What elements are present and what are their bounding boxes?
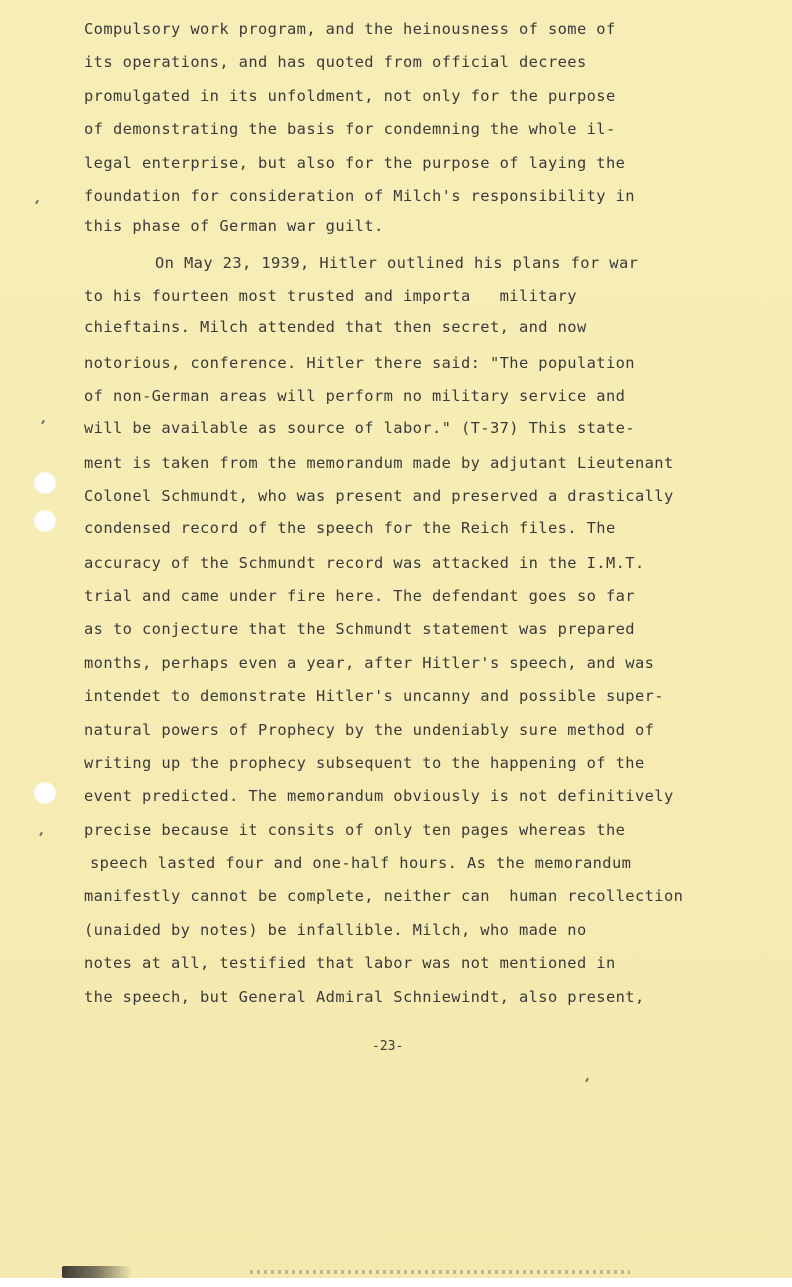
text-line: months, perhaps even a year, after Hitler's speech, and was: [84, 654, 655, 672]
text-line: notorious, conference. Hitler there said: "The population: [84, 354, 635, 372]
text-line: notes at all, testified that labor was not mentioned in: [84, 954, 616, 972]
text-line: natural powers of Prophecy by the undeniably sure method of: [84, 721, 655, 739]
text-line: of demonstrating the basis for condemning the whole il-: [84, 120, 616, 138]
text-line: of non-German areas will perform no military service and: [84, 387, 626, 405]
text-line: chieftains. Milch attended that then secret, and now: [84, 318, 587, 336]
paper-speck: [585, 1078, 589, 1082]
paper-speck: [39, 832, 43, 836]
page-bottom-edge: [0, 1278, 792, 1287]
text-line: On May 23, 1939, Hitler outlined his plans for war: [155, 254, 639, 272]
punch-hole: [34, 472, 56, 494]
text-line: will be available as source of labor." (T-37) This state-: [84, 419, 635, 437]
text-line: ment is taken from the memorandum made by adjutant Lieutenant: [84, 454, 674, 472]
text-line: to his fourteen most trusted and importa military: [84, 287, 577, 305]
text-line: intendet to demonstrate Hitler's uncanny and possible super-: [84, 687, 664, 705]
text-line: the speech, but General Admiral Schniewindt, also present,: [84, 988, 645, 1006]
text-line: as to conjecture that the Schmundt statement was prepared: [84, 620, 635, 638]
text-line: promulgated in its unfoldment, not only for the purpose: [84, 87, 616, 105]
text-line: this phase of German war guilt.: [84, 217, 384, 235]
page-number: -23-: [372, 1039, 404, 1054]
text-line: (unaided by notes) be infallible. Milch, who made no: [84, 921, 587, 939]
text-line: condensed record of the speech for the Reich files. The: [84, 519, 616, 537]
punch-hole: [34, 782, 56, 804]
text-line: foundation for consideration of Milch's responsibility in: [84, 187, 635, 205]
text-line: Compulsory work program, and the heinousness of some of: [84, 20, 616, 38]
scan-trace: [250, 1270, 630, 1274]
text-line: writing up the prophecy subsequent to the happening of the: [84, 754, 645, 772]
text-line: its operations, and has quoted from official decrees: [84, 53, 587, 71]
paper-speck: [35, 200, 39, 204]
text-line: accuracy of the Schmundt record was attacked in the I.M.T.: [84, 554, 645, 572]
scan-smudge: [62, 1266, 132, 1278]
text-line: event predicted. The memorandum obviously is not definitively: [84, 787, 674, 805]
text-line: precise because it consits of only ten pages whereas the: [84, 821, 626, 839]
paper-speck: [41, 420, 45, 424]
text-line: legal enterprise, but also for the purpose of laying the: [84, 154, 626, 172]
text-line: trial and came under fire here. The defendant goes so far: [84, 587, 635, 605]
text-line: Colonel Schmundt, who was present and preserved a drastically: [84, 487, 674, 505]
punch-hole: [34, 510, 56, 532]
text-line: manifestly cannot be complete, neither can human recollection: [84, 887, 684, 905]
text-line: speech lasted four and one-half hours. As the memorandum: [90, 854, 632, 872]
